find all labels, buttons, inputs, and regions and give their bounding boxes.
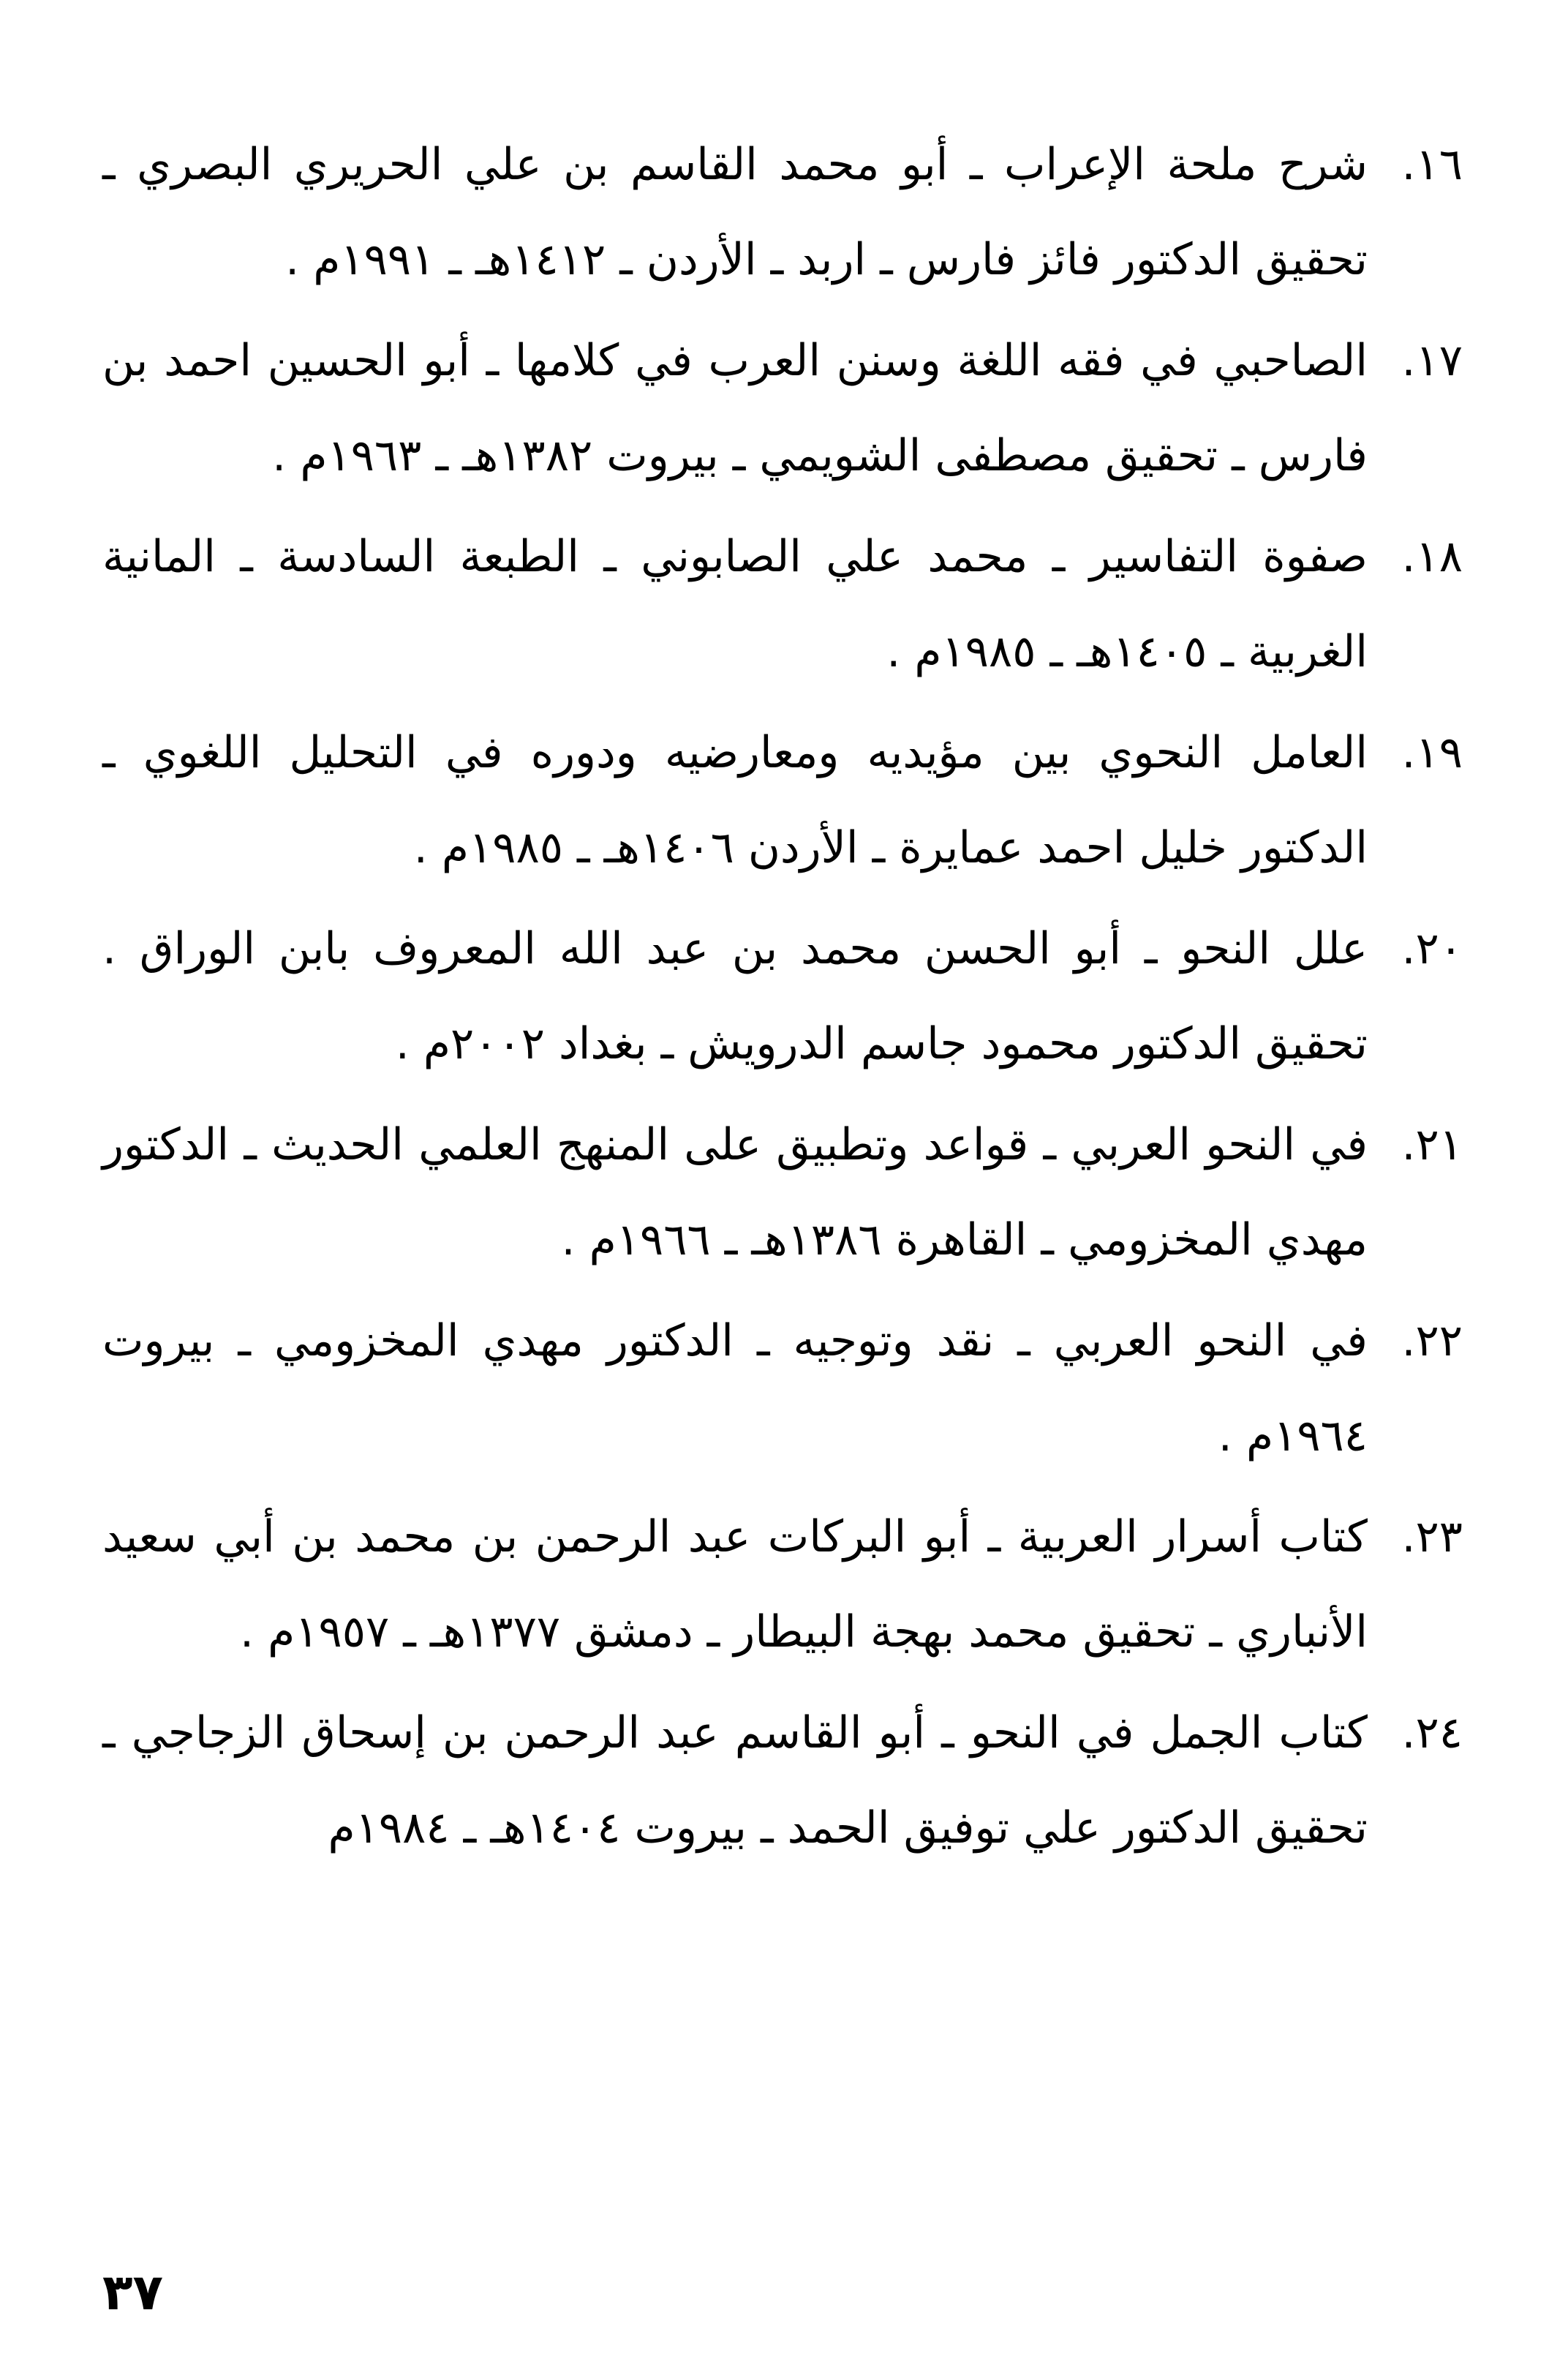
- reference-number: ١٧.: [1401, 335, 1463, 386]
- reference-text: كتاب الجمل في النحو ـ أبو القاسم عبد الرحمن بن إسحاق الزجاجي ـ تحقيق الدكتور علي توفيق الحمد ـ بيروت ١٤٠٤هـ ـ ١٩٨٤م: [102, 1707, 1368, 1854]
- reference-text: الصاحبي في فقه اللغة وسنن العرب في كلامها ـ أبو الحسين احمد بن فارس ـ تحقيق مصطفى الشويمي ـ بيروت ١٣٨٢هـ ـ ١٩٦٣م .: [102, 335, 1368, 481]
- reference-list: [102, 117, 1463, 1876]
- reference-number: ٢٣.: [1401, 1511, 1463, 1562]
- reference-item: [102, 509, 1463, 699]
- reference-number: ٢٤.: [1401, 1707, 1463, 1758]
- document-page: [102, 117, 1463, 2194]
- reference-text: العامل النحوي بين مؤيديه ومعارضيه ودوره في التحليل اللغوي ـ الدكتور خليل احمد عمايرة ـ الأردن ١٤٠٦هـ ـ ١٩٨٥م .: [102, 727, 1368, 873]
- page-number: ٣٧: [102, 2264, 164, 2322]
- reference-text: شرح ملحة الإعراب ـ أبو محمد القاسم بن علي الحريري البصري ـ تحقيق الدكتور فائز فارس ـ اربد ـ الأردن ـ ١٤١٢هـ ـ ١٩٩١م .: [102, 139, 1368, 285]
- reference-item: [102, 901, 1463, 1091]
- reference-number: ١٩.: [1401, 727, 1463, 778]
- reference-item: [102, 313, 1463, 503]
- reference-item: [102, 705, 1463, 895]
- reference-number: ٢١.: [1401, 1119, 1463, 1170]
- reference-text: صفوة التفاسير ـ محمد علي الصابوني ـ الطبعة السادسة ـ المانية الغربية ـ ١٤٠٥هـ ـ ١٩٨٥م .: [102, 531, 1368, 677]
- reference-item: [102, 1685, 1463, 1876]
- reference-item: [102, 1489, 1463, 1679]
- reference-text: في النحو العربي ـ قواعد وتطبيق على المنهج العلمي الحديث ـ الدكتور مهدي المخزومي ـ القاهرة ١٣٨٦هـ ـ ١٩٦٦م .: [102, 1119, 1368, 1265]
- reference-item: [102, 117, 1463, 307]
- reference-text: كتاب أسرار العربية ـ أبو البركات عبد الرحمن بن محمد بن أبي سعيد الأنباري ـ تحقيق محمد بهجة البيطار ـ دمشق ١٣٧٧هـ ـ ١٩٥٧م .: [102, 1511, 1368, 1658]
- reference-item: [102, 1097, 1463, 1287]
- reference-text: في النحو العربي ـ نقد وتوجيه ـ الدكتور مهدي المخزومي ـ بيروت ١٩٦٤م .: [102, 1315, 1368, 1462]
- reference-text: علل النحو ـ أبو الحسن محمد بن عبد الله المعروف بابن الوراق . تحقيق الدكتور محمود جاسم الدرويش ـ بغداد ٢٠٠٢م .: [102, 923, 1368, 1069]
- reference-number: ١٨.: [1401, 531, 1463, 582]
- reference-number: ٢٢.: [1401, 1315, 1463, 1366]
- reference-item: [102, 1293, 1463, 1483]
- reference-number: ٢٠.: [1401, 923, 1463, 974]
- reference-number: ١٦.: [1401, 139, 1463, 190]
